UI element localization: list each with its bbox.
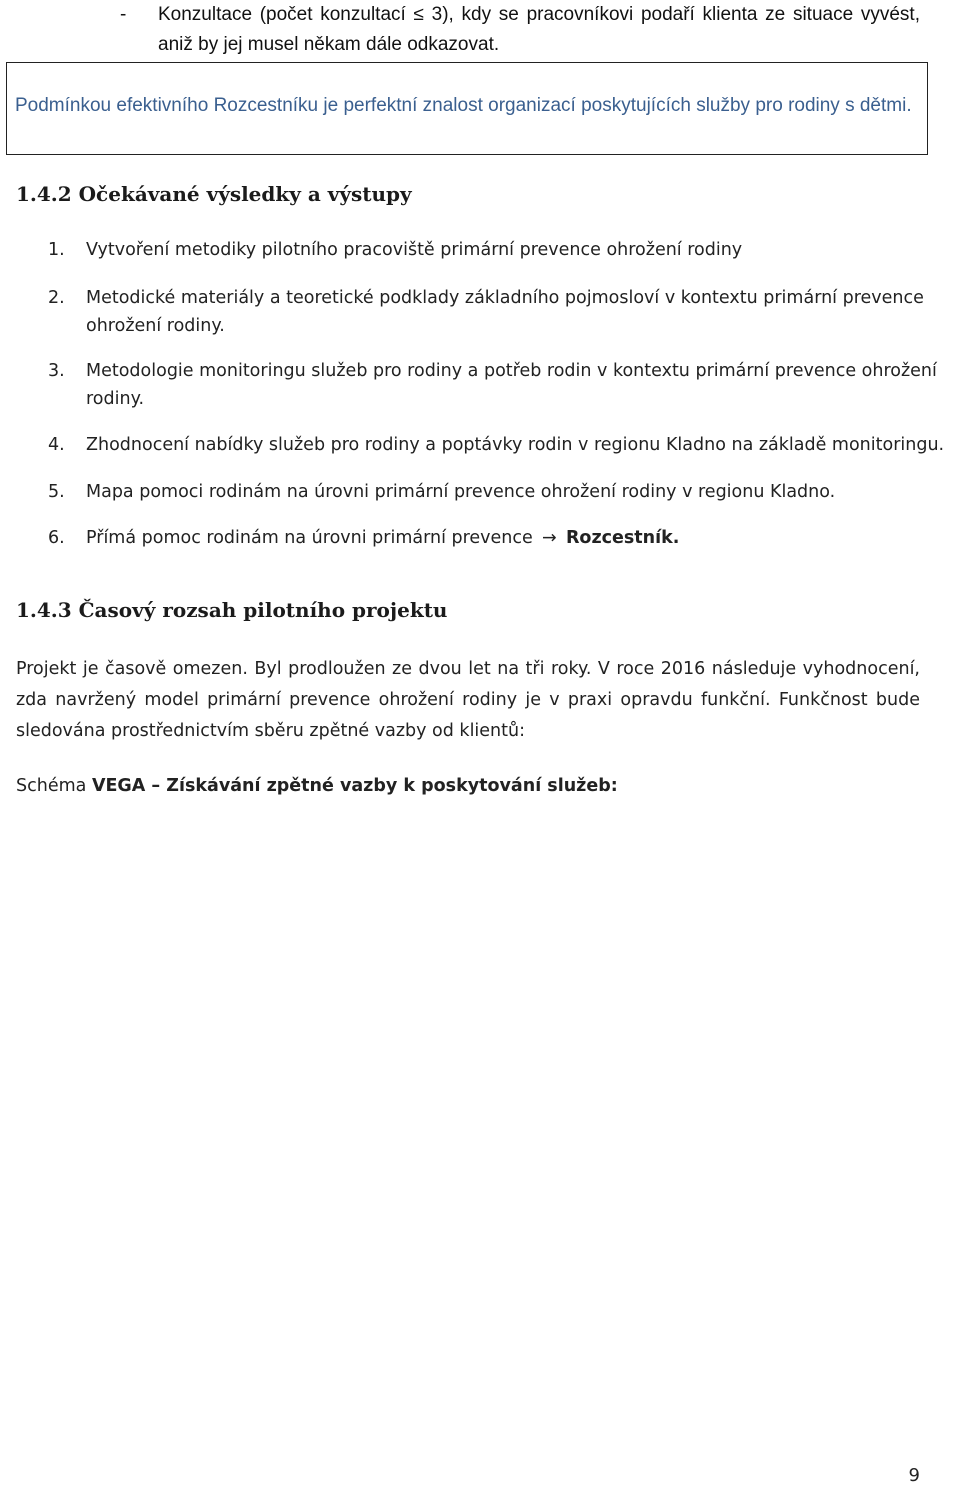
list-item-text-bold: Rozcestník.	[565, 528, 680, 548]
list-item-number: 2.	[48, 288, 65, 308]
list-item-text: Metodické materiály a teoretické podklady základního pojmosloví v kontextu primární prevence ohrožení rodiny.	[86, 288, 924, 336]
list-item-text: Metodologie monitoringu služeb pro rodiny a potřeb rodin v kontextu primární prevence ohrožení rodiny.	[86, 361, 937, 409]
notice-box	[6, 62, 928, 155]
list-item-text-prefix: Přímá pomoc rodinám na úrovni primární prevence	[86, 528, 533, 548]
bullet-dash: -	[120, 4, 127, 25]
schema-caption	[16, 776, 618, 796]
bullet-text: Konzultace (počet konzultací ≤ 3), kdy se pracovníkovi podaří klienta ze situace vyvést, aniž by jej musel někam dále odkazovat.	[158, 4, 920, 55]
schema-prefix: Schéma	[16, 776, 87, 796]
list-item	[48, 236, 960, 264]
list-item-text: Zhodnocení nabídky služeb pro rodiny a poptávky rodin v regionu Kladno na základě monitoringu.	[86, 435, 945, 455]
project-duration-paragraph: Projekt je časově omezen. Byl prodloužen ze dvou let na tři roky. V roce 2016 následuje vyhodnocení, zda navržený model primární prevence ohrožení rodiny je v praxi opravdu funkční. Funkčnost bude sledována prostřednictvím sběru zpětné vazby od klientů:	[16, 659, 920, 741]
list-item-text: Vytvoření metodiky pilotního pracoviště primární prevence ohrožení rodiny	[86, 240, 743, 260]
list-item	[48, 478, 960, 506]
list-item-number: 6.	[48, 528, 65, 548]
list-item	[48, 284, 960, 340]
list-item	[48, 431, 960, 459]
list-item	[48, 357, 960, 413]
notice-text: Podmínkou efektivního Rozcestníku je perfektní znalost organizací poskytujících služby pro rodiny s dětmi.	[15, 95, 912, 116]
bullet-item-konzultace	[120, 0, 920, 60]
list-item-text	[86, 524, 960, 552]
list-item-number: 1.	[48, 240, 65, 260]
list-item-number: 3.	[48, 361, 65, 381]
page-number: 9	[908, 1465, 920, 1486]
list-item-text: Mapa pomoci rodinám na úrovni primární prevence ohrožení rodiny v regionu Kladno.	[86, 482, 836, 502]
list-item	[48, 524, 960, 552]
section-heading-1-4-3: 1.4.3 Časový rozsah pilotního projektu	[16, 598, 448, 622]
section-heading-1-4-2: 1.4.2 Očekávané výsledky a výstupy	[16, 182, 412, 206]
arrow-right-icon: →	[542, 528, 557, 548]
list-item-number: 4.	[48, 435, 65, 455]
list-item-number: 5.	[48, 482, 65, 502]
schema-title: VEGA – Získávání zpětné vazby k poskytování služeb:	[91, 776, 618, 796]
